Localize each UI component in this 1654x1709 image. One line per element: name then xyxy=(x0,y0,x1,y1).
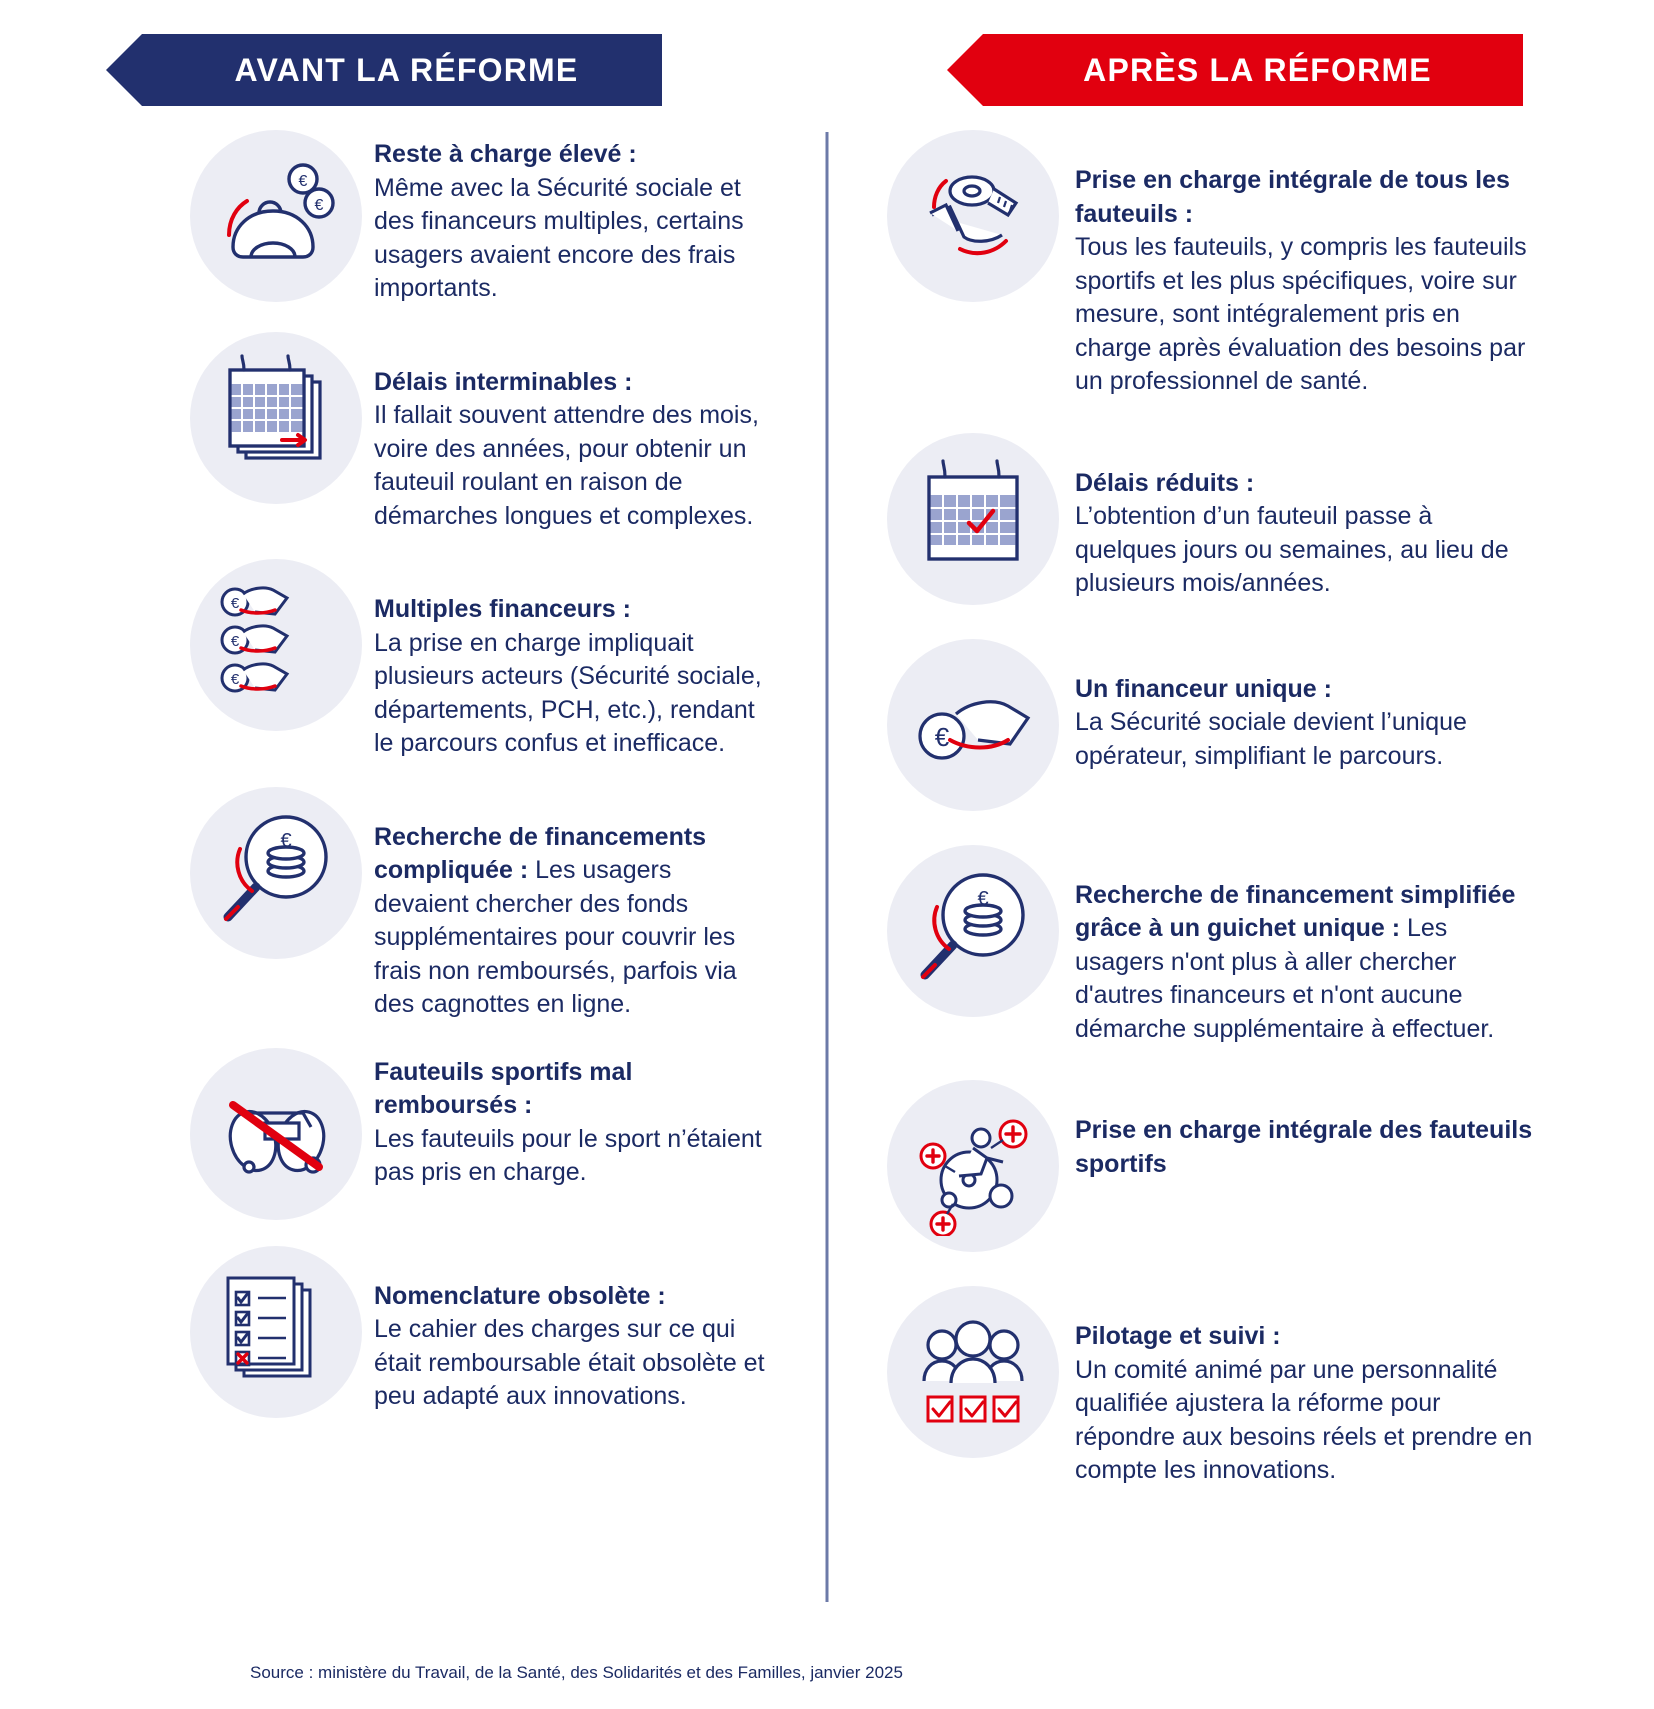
list-item-title: Prise en charge intégrale de tous les fauteuils : xyxy=(1075,166,1510,228)
arrow-left-red-icon xyxy=(947,34,983,106)
list-item-title: Multiples financeurs : xyxy=(374,595,631,623)
list-item-text xyxy=(374,1048,767,1190)
list-item-body: La prise en charge impliquait plusieurs acteurs (Sécurité sociale, départements, PCH, etc.), rendant le parcours confus et inefficace. xyxy=(374,628,762,757)
list-item-title: Recherche de financements compliquée : xyxy=(374,822,707,884)
list-item-body: Les fauteuils pour le sport n’étaient pas pris en charge. xyxy=(374,1124,762,1186)
list-item-body: La Sécurité sociale devient l’unique opérateur, simplifiant le parcours. xyxy=(1075,708,1467,770)
sport-wheelchair-plus-icon xyxy=(887,1080,1059,1252)
list-item-title: Recherche de financement simplifiée grâce à un guichet unique : xyxy=(1075,880,1516,942)
list-item-title: Reste à charge élevé : xyxy=(374,140,637,168)
list-item-text xyxy=(374,1246,767,1414)
arrow-left-navy-icon xyxy=(106,34,142,106)
svg-text:€: € xyxy=(298,173,308,190)
column-divider xyxy=(826,132,829,1602)
svg-text:€: € xyxy=(230,633,240,650)
banner-after-label: APRÈS LA RÉFORME xyxy=(1083,51,1432,88)
magnifier-coins-icon xyxy=(887,845,1059,1017)
list-item-text xyxy=(374,787,767,1022)
svg-text:€: € xyxy=(934,721,950,752)
list-item-title: Nomenclature obsolète : xyxy=(374,1281,666,1310)
source-note: Source : ministère du Travail, de la Santé, des Solidarités et des Familles, janvier 2025 xyxy=(250,1663,903,1682)
list-item xyxy=(887,433,1534,605)
svg-text:€: € xyxy=(280,829,292,852)
banner-before-reform xyxy=(142,34,662,106)
list-item-text xyxy=(374,332,767,534)
list-item-text xyxy=(1075,433,1534,601)
checklist-documents-icon xyxy=(190,1246,362,1418)
list-item xyxy=(887,639,1534,811)
list-item-body: Même avec la Sécurité sociale et des financeurs multiples, certains usagers avaient encore des frais importants. xyxy=(374,173,744,302)
list-item xyxy=(887,130,1534,399)
hand-measuring-tape-icon xyxy=(887,130,1059,302)
list-item-title: Délais réduits : xyxy=(1075,468,1255,497)
list-item xyxy=(887,1286,1534,1488)
list-item-title: Fauteuils sportifs mal remboursés : xyxy=(374,1057,633,1119)
columns-container xyxy=(0,106,1654,1522)
column-after-reform xyxy=(827,130,1654,1522)
list-item-body: Les usagers n'ont plus à aller chercher d'autres financeurs et n'ont aucune démarche supplémentaire à effectuer. xyxy=(1075,914,1495,1043)
list-item xyxy=(887,845,1534,1047)
list-item-text xyxy=(1075,1080,1534,1181)
people-checkboxes-icon xyxy=(887,1286,1059,1458)
banner-after-reform xyxy=(983,34,1523,106)
list-item-title: Un financeur unique : xyxy=(1075,674,1332,703)
list-item-body: Les usagers devaient chercher des fonds supplémentaires pour couvrir les frais non remboursés, parfois via des cagnottes en ligne. xyxy=(374,856,737,1018)
list-item-body: Un comité animé par une personnalité qualifiée ajustera la réforme pour répondre aux besoins réels et prendre en compte les innovations. xyxy=(1075,1355,1533,1484)
svg-text:€: € xyxy=(314,197,324,214)
list-item xyxy=(190,559,767,761)
multiple-hands-coins-icon xyxy=(190,559,362,731)
hand-coin-icon xyxy=(887,639,1059,811)
list-item xyxy=(887,1080,1534,1252)
list-item-body: Tous les fauteuils, y compris les fauteuils sportifs et les plus spécifiques, voire sur mesure, sont intégralement pris en charge après évaluation des besoins par un professionnel de santé. xyxy=(1075,233,1527,395)
list-item-text xyxy=(1075,845,1534,1047)
list-item xyxy=(190,787,767,1022)
list-item-body: L’obtention d’un fauteuil passe à quelques jours ou semaines, au lieu de plusieurs mois/années. xyxy=(1075,502,1509,597)
svg-text:€: € xyxy=(230,595,240,612)
magnifier-coins-icon xyxy=(190,787,362,959)
list-item-body: Le cahier des charges sur ce qui était remboursable était obsolète et peu adapté aux innovations. xyxy=(374,1315,765,1410)
list-item xyxy=(190,332,767,534)
list-item-text xyxy=(1075,130,1534,399)
column-before-reform xyxy=(0,130,827,1522)
banner-wrap-after xyxy=(833,34,1654,106)
svg-text:€: € xyxy=(230,671,240,688)
banner-row xyxy=(0,0,1654,106)
sport-wheelchair-crossed-icon xyxy=(190,1048,362,1220)
list-item xyxy=(190,1048,767,1220)
list-item-title: Pilotage et suivi : xyxy=(1075,1322,1281,1350)
list-item-text xyxy=(374,130,767,306)
banner-before-label: AVANT LA RÉFORME xyxy=(234,51,579,88)
list-item xyxy=(190,1246,767,1418)
calendar-stack-icon xyxy=(190,332,362,504)
calendar-check-icon xyxy=(887,433,1059,605)
purse-euro-icon xyxy=(190,130,362,302)
list-item-title: Délais interminables : xyxy=(374,367,633,396)
list-item-title: Prise en charge intégrale des fauteuils sportifs xyxy=(1075,1116,1533,1178)
svg-text:€: € xyxy=(977,887,989,910)
list-item-body: Il fallait souvent attendre des mois, voire des années, pour obtenir un fauteuil roulant en raison de démarches longues et complexes. xyxy=(374,401,759,530)
list-item-text xyxy=(374,559,767,761)
list-item-text xyxy=(1075,639,1534,774)
list-item xyxy=(190,130,767,306)
banner-wrap-before xyxy=(0,34,833,106)
list-item-text xyxy=(1075,1286,1534,1488)
